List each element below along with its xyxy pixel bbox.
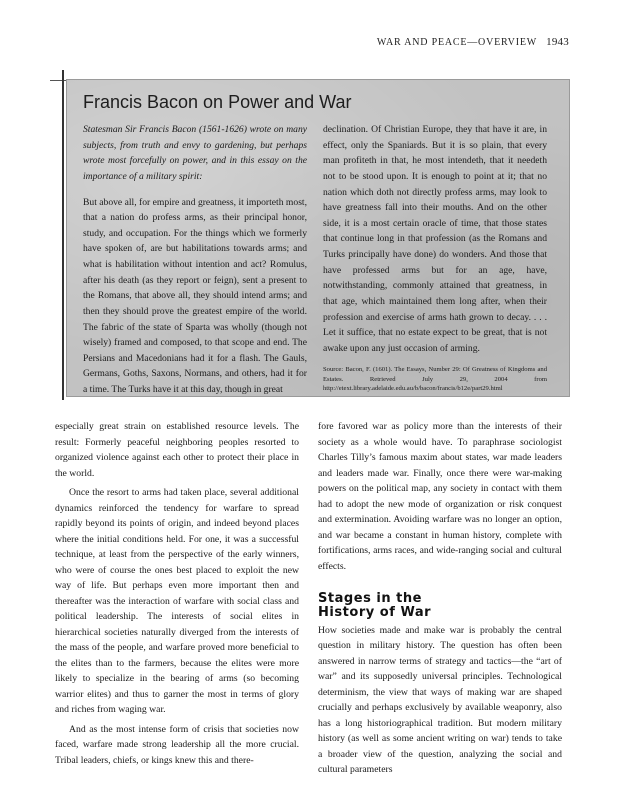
section-heading-line1: Stages in the <box>318 591 423 607</box>
body-paragraph: especially great strain on established resource levels. The result: Formerly peaceful neighboring peoples resorted to organized violence against each other to protect their place in the world. <box>55 421 299 479</box>
body-column-left <box>55 419 299 768</box>
sidebar-title: Francis Bacon on Power and War <box>83 92 352 112</box>
running-head-title: WAR AND PEACE—OVERVIEW <box>376 37 537 48</box>
running-header <box>377 36 569 48</box>
sidebar-quote-part1: But above all, for empire and greatness, it importeth most, that a nation do profess arms, as their principal honor, study, and occupation. For the things which we formerly have spoken of, are but habilitations towards arms; and what is habilitation without intention and act? Romulus, after his death (as they report or feign), sent a present to the Romans, that above all, they should intend arms; and then they should prove the greatest empire of the world. The fabric of the state of Sparta was wholly (though not wisely) framed and composed, to that scope and end. The Persians and Macedonians had it for a flash. The Gauls, Germans, Goths, Saxons, Normans, and others, had it for a time. The Turks have it at this day, though in great <box>83 196 307 395</box>
section-heading <box>318 592 562 621</box>
body-paragraph: fore favored war as policy more than the interests of their society as a whole would have. To paraphrase sociologist Charles Tilly’s famous maxim about states, war made leaders and leaders made war. Finally, once there were war-making powers on the political map, any society in contact with them had to adopt the new mode of organization or risk conquest and extermination. Avoiding warfare was no longer an option, and war became a constant in human history, complete with fortifications, arms races, and wide-ranging social and cultural effects. <box>318 421 562 572</box>
body-paragraph: How societies made and make war is probably the central question in military history. The question has often been answered in narrow terms of strategy and tactics—the “art of war” and its supposedly universal principles. Technological determinism, the view that ways of making war are shaped crucially and perhaps exclusively by available weaponry, also has a long historiographical tradition. But modern military history (as well as some ancient writing on war) tends to take a broader view of the question, analyzing the social and cultural parameters <box>318 624 562 776</box>
page-number: 1943 <box>546 36 569 48</box>
sidebar-box <box>66 79 570 397</box>
sidebar-column-left <box>83 122 307 398</box>
sidebar-left-rule <box>62 70 64 400</box>
sidebar-source-citation: Source: Bacon, F. (1601). The Essays, Number 29: Of Greatness of Kingdoms and Estates. Retrieved July 29, 2004 from http://etext.library.adelaide.edu.au/b/bacon/francis/b12e/part29.html <box>323 366 547 393</box>
body-paragraph: And as the most intense form of crisis that societies now faced, warfare made strong leadership all the more crucial. Tribal leaders, chiefs, or kings knew this and there- <box>55 723 299 766</box>
body-column-right <box>318 419 562 778</box>
sidebar-column-right <box>323 122 547 394</box>
section-heading-line2: History of War <box>318 605 432 621</box>
sidebar-quote-part2: declination. Of Christian Europe, they that have it are, in effect, only the Spaniards. But it is so plain, that every man profiteth in that, he most intendeth, that it needeth not to be stood upon. It is enough to point at it; that no nation which doth not directly profess arms, may look to have greatness fall into their mouths. And on the other side, it is a most certain oracle of time, that those states that continue long in that profession (as the Romans and Turks principally have done) do wonders. And those that have professed arms but for an age, have, notwithstanding, commonly attained that greatness, in that age, which maintained them long after, when their profession and exercise of arms hath grown to decay. . . . Let it suffice, that no estate expect to be great, that is not awake upon any just occasion of arming. <box>323 124 547 354</box>
body-paragraph: Once the resort to arms had taken place, several additional dynamics reinforced the tendency for warfare to spread rapidly beyond its points of origin, and indeed beyond places where the initial conditions held. For one, it was a successful technique, at least from the perspective of the early winners, who were of course the ones best placed to exploit the new way of life. But perhaps even more important then and thereafter was the interaction of warfare with social class and political leadership. The interests of social elites in hierarchical societies naturally diverged from the interests of the mass of the people, and warfare proved more beneficial to the elites than to the farmers, because the elites were more likely to specialize in the bearing of arms (so becoming warrior elites) and thus to garner the most in terms of glory and riches from waging war. <box>55 487 299 716</box>
sidebar-intro: Statesman Sir Francis Bacon (1561-1626) wrote on many subjects, from truth and envy to gardening, but perhaps wrote most forcefully on power, and in this essay on the importance of a military spirit: <box>83 124 307 182</box>
